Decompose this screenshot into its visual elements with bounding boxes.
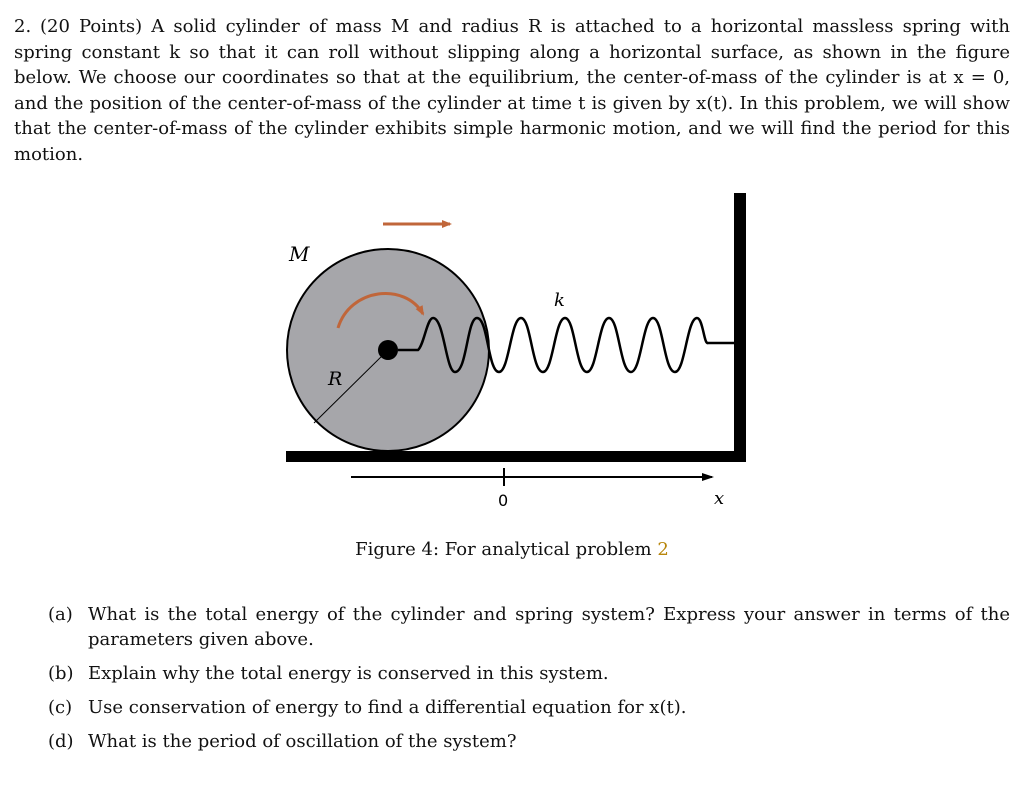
figure-caption — [0, 539, 1024, 560]
part-text: Explain why the total energy is conserved in this system. — [88, 663, 609, 684]
question-part-d — [48, 729, 1010, 754]
problem-text: (20 Points) A solid cylinder of mass M and radius R is attached to a horizontal massless spring with spring constant k so that it can roll without slipping along a horizontal surface, as shown in the figure below. We choose our coordinates so that at the equilibrium, the center-of-mass of the cylinder is at x = 0, and the position of the center-of-mass of the cylinder at time t is given by x(t). In this problem, we will show that the center-of-mass of the cylinder exhibits simple harmonic motion, and we will find the period for this motion. — [14, 16, 1010, 165]
question-parts — [48, 602, 1010, 763]
wall — [734, 193, 746, 462]
question-part-c — [48, 695, 1010, 720]
spring-constant-label: k — [554, 290, 565, 311]
problem-number: 2. — [14, 16, 32, 37]
axis-label: x — [714, 488, 725, 509]
part-text: Use conservation of energy to find a differential equation for x(t). — [88, 697, 687, 718]
origin-label: 0 — [498, 491, 509, 510]
radius-label: R — [328, 368, 343, 390]
part-label: (a) — [48, 604, 73, 625]
center-of-mass-dot — [378, 340, 398, 360]
part-label: (d) — [48, 731, 74, 752]
floor — [286, 451, 746, 462]
part-text: What is the total energy of the cylinder and spring system? Express your answer in terms of the parameters given above. — [88, 604, 1010, 650]
part-label: (c) — [48, 697, 73, 718]
caption-prefix: Figure 4: For analytical problem — [355, 539, 652, 560]
part-text: What is the period of oscillation of the system? — [88, 731, 517, 752]
mass-label: M — [289, 242, 310, 266]
question-part-a — [48, 602, 1010, 652]
caption-reference-link[interactable]: 2 — [657, 539, 669, 560]
question-part-b — [48, 661, 1010, 686]
part-label: (b) — [48, 663, 74, 684]
